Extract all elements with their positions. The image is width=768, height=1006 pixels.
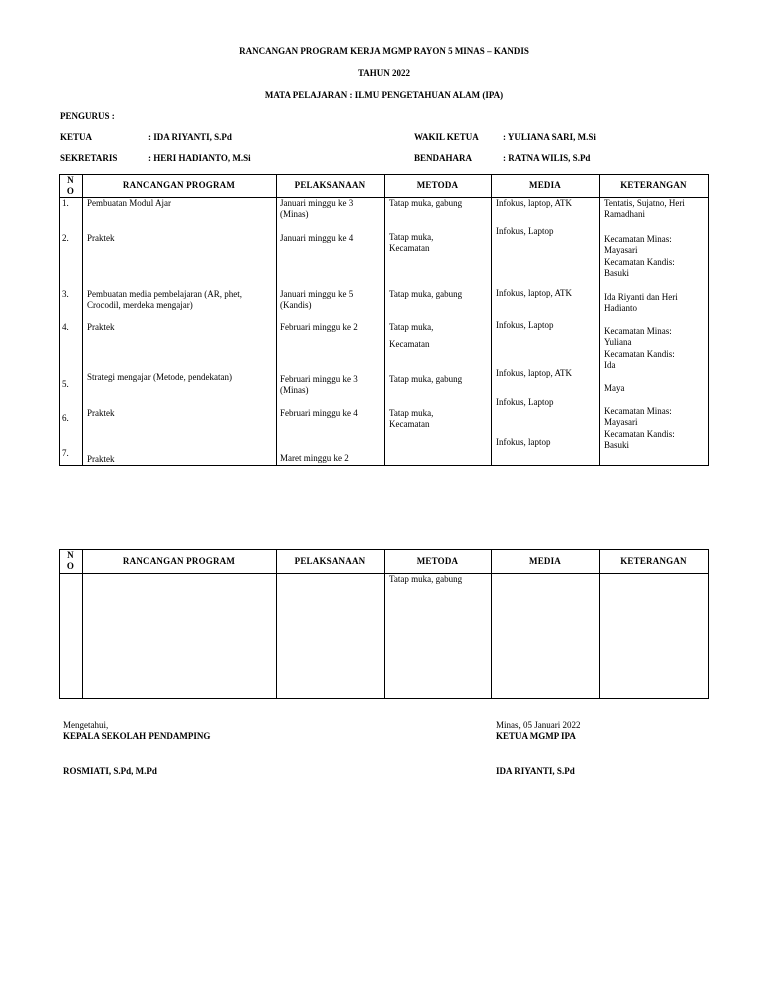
metoda-cell: Tatap muka, gabung — [389, 574, 463, 584]
keterangan-cell: Ida — [604, 360, 616, 370]
table-border — [491, 174, 492, 466]
bendahara-label: BENDAHARA — [414, 153, 473, 163]
pelaksanaan-cell: Januari minggu ke 3 — [280, 198, 354, 208]
keterangan-cell: Basuki — [604, 268, 630, 278]
media-cell: Infokus, laptop, ATK — [496, 198, 572, 208]
metoda-cell: Tatap muka, gabung — [389, 198, 463, 208]
header-no-line2: O — [66, 186, 75, 196]
table-border — [82, 174, 83, 466]
pelaksanaan-cell: Januari minggu ke 4 — [280, 233, 354, 243]
signature-left-intro: Mengetahui, — [63, 720, 109, 730]
table-border — [599, 174, 600, 466]
ketua-value: : IDA RIYANTI, S.Pd — [148, 132, 232, 142]
media-cell: Infokus, laptop — [496, 437, 551, 447]
media-cell: Infokus, Laptop — [496, 397, 554, 407]
table-border — [276, 174, 277, 466]
table-border — [384, 174, 385, 466]
pelaksanaan-cell: Maret minggu ke 2 — [280, 453, 349, 463]
signature-left-title: KEPALA SEKOLAH PENDAMPING — [63, 731, 211, 741]
program-cell: Strategi mengajar (Metode, pendekatan) — [87, 372, 232, 382]
keterangan-cell: Basuki — [604, 440, 630, 450]
program-cell: Praktek — [87, 454, 115, 464]
header-no-line2: O — [66, 561, 75, 571]
keterangan-cell: Maya — [604, 383, 625, 393]
header-no — [59, 175, 82, 197]
metoda-cell: Tatap muka, — [389, 408, 434, 418]
document-year: TAHUN 2022 — [357, 68, 411, 78]
table-border — [59, 174, 60, 466]
pelaksanaan-cell: Januari minggu ke 5 — [280, 289, 354, 299]
signature-right-place-date: Minas, 05 Januari 2022 — [496, 720, 581, 730]
metoda-cell: Kecamatan — [389, 243, 430, 253]
header-media: MEDIA — [529, 180, 561, 190]
pelaksanaan-cell: (Minas) — [280, 209, 309, 219]
row-number: 6. — [62, 413, 69, 423]
row-number: 3. — [62, 289, 69, 299]
row-number: 5. — [62, 379, 69, 389]
header-no-line1: N — [67, 175, 74, 185]
header-program: RANCANGAN PROGRAM — [122, 556, 236, 566]
keterangan-cell: Ramadhani — [604, 209, 645, 219]
media-cell: Infokus, Laptop — [496, 226, 554, 236]
bendahara-value: : RATNA WILIS, S.Pd — [503, 153, 591, 163]
sekretaris-label: SEKRETARIS — [60, 153, 118, 163]
metoda-cell: Tatap muka, gabung — [389, 374, 463, 384]
media-cell: Infokus, Laptop — [496, 320, 554, 330]
header-pelaksanaan: PELAKSANAAN — [294, 180, 366, 190]
table-border — [599, 549, 600, 699]
document-subject: MATA PELAJARAN : ILMU PENGETAHUAN ALAM (IPA) — [264, 90, 504, 100]
header-no — [59, 550, 82, 572]
program-cell: Pembuatan media pembelajaran (AR, phet, — [87, 289, 242, 299]
keterangan-cell: Kecamatan Kandis: — [604, 349, 675, 359]
keterangan-cell: Mayasari — [604, 245, 638, 255]
program-cell: Pembuatan Modul Ajar — [87, 198, 171, 208]
signature-left-name: ROSMIATI, S.Pd, M.Pd — [63, 766, 157, 776]
header-pelaksanaan: PELAKSANAAN — [294, 556, 366, 566]
table-border — [276, 549, 277, 699]
row-number: 2. — [62, 233, 69, 243]
pelaksanaan-cell: (Minas) — [280, 385, 309, 395]
ketua-label: KETUA — [60, 132, 93, 142]
wakil-ketua-label: WAKIL KETUA — [414, 132, 479, 142]
document-title: RANCANGAN PROGRAM KERJA MGMP RAYON 5 MINAS – KANDIS — [239, 46, 529, 56]
header-keterangan: KETERANGAN — [620, 180, 687, 190]
table-border — [708, 174, 709, 466]
keterangan-cell: Kecamatan Kandis: — [604, 429, 675, 439]
keterangan-cell: Ida Riyanti dan Heri — [604, 292, 678, 302]
pelaksanaan-cell: Februari minggu ke 2 — [280, 322, 358, 332]
metoda-cell: Tatap muka, — [389, 322, 434, 332]
keterangan-cell: Yuliana — [604, 337, 632, 347]
media-cell: Infokus, laptop, ATK — [496, 368, 572, 378]
program-cell: Crocodil, merdeka mengajar) — [87, 300, 193, 310]
keterangan-cell: Kecamatan Minas: — [604, 234, 672, 244]
row-number: 7. — [62, 448, 69, 458]
metoda-cell: Tatap muka, gabung — [389, 289, 463, 299]
row-number: 1. — [62, 198, 69, 208]
table-border — [384, 549, 385, 699]
header-keterangan: KETERANGAN — [620, 556, 687, 566]
keterangan-cell: Kecamatan Minas: — [604, 406, 672, 416]
metoda-cell: Tatap muka, — [389, 232, 434, 242]
header-program: RANCANGAN PROGRAM — [122, 180, 236, 190]
sekretaris-value: : HERI HADIANTO, M.Si — [148, 153, 251, 163]
keterangan-cell: Kecamatan Minas: — [604, 326, 672, 336]
keterangan-cell: Mayasari — [604, 417, 638, 427]
metoda-cell: Kecamatan — [389, 419, 430, 429]
program-cell: Praktek — [87, 408, 115, 418]
header-metoda: METODA — [416, 180, 459, 190]
keterangan-cell: Kecamatan Kandis: — [604, 257, 675, 267]
header-no-line1: N — [67, 550, 74, 560]
metoda-cell: Kecamatan — [389, 339, 430, 349]
media-cell: Infokus, laptop, ATK — [496, 288, 572, 298]
pelaksanaan-cell: Februari minggu ke 4 — [280, 408, 358, 418]
signature-right-title: KETUA MGMP IPA — [496, 731, 576, 741]
row-number: 4. — [62, 322, 69, 332]
pelaksanaan-cell: Februari minggu ke 3 — [280, 374, 358, 384]
signature-right-name: IDA RIYANTI, S.Pd — [496, 766, 575, 776]
pengurus-label: PENGURUS : — [60, 111, 115, 121]
header-metoda: METODA — [416, 556, 459, 566]
keterangan-cell: Hadianto — [604, 303, 637, 313]
table-border — [708, 549, 709, 699]
program-cell: Praktek — [87, 322, 115, 332]
keterangan-cell: Tentatis, Sujatno, Heri — [604, 198, 685, 208]
pelaksanaan-cell: (Kandis) — [280, 300, 312, 310]
wakil-ketua-value: : YULIANA SARI, M.Si — [503, 132, 596, 142]
program-cell: Praktek — [87, 233, 115, 243]
header-media: MEDIA — [529, 556, 561, 566]
table-border — [82, 549, 83, 699]
table-border — [491, 549, 492, 699]
